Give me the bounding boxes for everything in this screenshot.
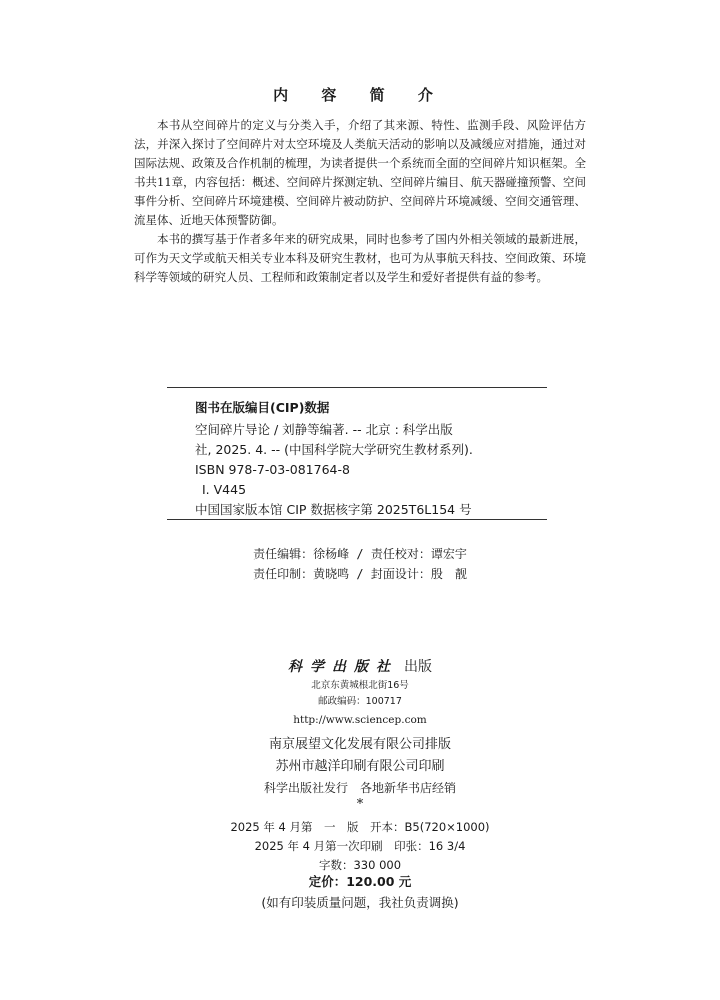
cip-line-1: 空间碎片导论 / 刘静等编著. -- 北京 : 科学出版: [195, 422, 453, 437]
separator-star: *: [356, 797, 364, 812]
cip-heading: 图书在版编目(CIP)数据: [195, 400, 330, 415]
staff-line-1: 责任编辑：徐杨峰 / 责任校对：谭宏宇: [253, 547, 467, 561]
edition-line-1: 2025 年 4 月第 一 版 开本：B5(720×1000): [230, 820, 490, 834]
cip-isbn: ISBN 978-7-03-081764-8: [195, 462, 350, 477]
edition-line-2: 2025 年 4 月第一次印刷 印张：16 3/4: [254, 839, 466, 853]
cip-block: [195, 398, 555, 520]
cip-bottom-rule: [167, 519, 547, 520]
printer: 苏州市越洋印刷有限公司印刷: [275, 759, 445, 774]
intro-paragraph-2: 本书的撰写基于作者多年来的研究成果，同时也参考了国内外相关领域的最新进展，可作为天文学或航天相关专业本科及研究生教材，也可为从事航天科技、空间政策、环境科学等领域的研究人员、工程师和政策制定者以及学生和爱好者提供有益的参考。: [134, 232, 586, 284]
intro-paragraph-1: 本书从空间碎片的定义与分类入手，介绍了其来源、特性、监测手段、风险评估方法，并深入探讨了空间碎片对太空环境及人类航天活动的影响以及减缓应对措施，通过对国际法规、政策及合作机制的梳理，为读者提供一个系统而全面的空间碎片知识框架。全书共11章，内容包括：概述、空间碎片探测定轨、空间碎片编目、航天器碰撞预警、空间事件分析、空间碎片环境建模、空间碎片被动防护、空间碎片环境减缓、空间交通管理、流星体、近地天体预警防御。: [134, 118, 586, 227]
publisher-suffix: 出版: [404, 659, 432, 675]
cip-classification: Ⅰ. V445: [202, 482, 247, 497]
introduction-text: [134, 116, 586, 287]
staff-line-2: 责任印制：黄晓鸣 / 封面设计：殷 靓: [253, 567, 467, 581]
word-count: 字数：330 000: [318, 858, 402, 872]
cip-line-2: 社, 2025. 4. -- (中国科学院大学研究生教材系列).: [195, 442, 473, 457]
publisher-address: 北京东黄城根北街16号: [311, 680, 409, 691]
publisher-name-line: [0, 656, 720, 678]
cip-record-number: 中国国家版本馆 CIP 数据核字第 2025T6L154 号: [195, 502, 472, 517]
page-title: 内 容 简 介: [273, 86, 447, 104]
publisher-block: [0, 656, 720, 798]
distribution: 科学出版社发行 各地新华书店经销: [263, 781, 456, 795]
quality-note: (如有印装质量问题，我社负责调换): [261, 895, 459, 910]
price: 定价：120.00 元: [308, 874, 412, 889]
cip-top-rule: [167, 387, 547, 388]
publisher-postcode: 邮政编码：100717: [318, 696, 402, 707]
publisher-logo-name: 科学出版社: [288, 659, 398, 675]
publisher-url: http://www.sciencep.com: [293, 714, 427, 726]
edition-info: [0, 818, 720, 875]
typesetter: 南京展望文化发展有限公司排版: [268, 737, 451, 752]
staff-credits: [0, 544, 720, 584]
